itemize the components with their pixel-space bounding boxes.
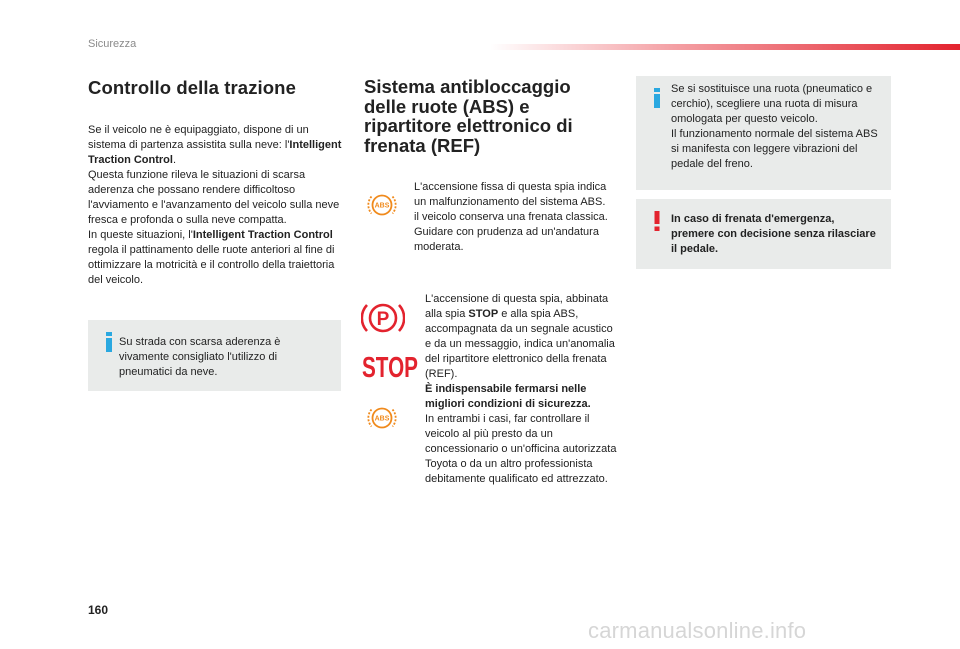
page-number: 160	[88, 603, 109, 617]
svg-text:ABS: ABS	[374, 202, 390, 210]
emergency-braking-warning-box	[636, 199, 891, 269]
watermark: carmanualsonline.info	[588, 618, 807, 643]
svg-text:P: P	[376, 309, 390, 330]
brake-warning-icon	[361, 298, 405, 338]
ref-fault-text: L'accensione di questa spia, abbinata alla spia STOP e alla spia ABS, accompagnata da un segnale acustico e da un messaggio, indica un'anomalia del ripartitore elettronico della frenata (REF). È indispensabile fermarsi nelle migliori condizioni di sicurezza. In entrambi i casi, far controllare il veicolo al più presto da un concessionario o un'officina autorizzata Toyota o da un altro professionista debitamente qualificato ed attrezzato.	[425, 293, 617, 485]
wheel-replacement-info-text: Se si sostituisce una ruota (pneumatico e cerchio), scegliere una ruota di misura omologata per questo veicolo. Il funzionamento normale del sistema ABS si manifesta con leggere vibrazioni del pedale del freno.	[671, 83, 878, 170]
section-label: Sicurezza	[88, 38, 137, 50]
warning-icon	[650, 211, 664, 231]
snow-tyres-info-text: Su strada con scarsa aderenza è vivamente consigliato l'utilizzo di pneumatici da neve.	[119, 336, 281, 378]
emergency-braking-warning-text: In caso di frenata d'emergenza, premere con decisione senza rilasciare il pedale.	[671, 213, 876, 255]
stop-keyword: STOP	[468, 308, 499, 320]
abs-fault-text: L'accensione fissa di questa spia indica un malfunzionamento del sistema ABS. il veicolo conserva una frenata classica. Guidare con prudenza ad un'andatura moderata.	[414, 181, 608, 253]
traction-brand: Intelligent Traction Control	[192, 229, 333, 241]
svg-text:STOP: STOP	[362, 352, 418, 382]
abs-title: Sistema antibloccaggio delle ruote (ABS) e ripartitore elettronico di frenata (REF)	[364, 76, 573, 156]
traction-brand: Intelligent Traction Control	[88, 139, 342, 166]
traction-title: Controllo della trazione	[88, 77, 296, 98]
header-accent-line	[490, 44, 960, 50]
abs-warning-icon	[367, 404, 397, 432]
info-icon	[650, 88, 664, 108]
abs-warning-icon	[367, 191, 397, 219]
svg-text:ABS: ABS	[374, 415, 390, 423]
snow-tyres-info-box	[88, 320, 341, 391]
stop-safely-instruction: È indispensabile fermarsi nelle migliori condizioni di sicurezza.	[425, 383, 591, 410]
info-icon	[102, 332, 116, 352]
wheel-replacement-info-box	[636, 76, 891, 190]
stop-warning-icon	[361, 350, 419, 382]
traction-text: Se il veicolo ne è equipaggiato, dispone di un sistema di partenza assistita sulla neve: l'Intelligent Traction Control. Questa funzione rileva le situazioni di scarsa aderenza che possano rendere difficoltoso l'avviamento e l'avanzamento del veicolo sulla neve fresca e profonda o sulla neve compatta. In queste situazioni, l'Intelligent Traction Control regola il pattinamento delle ruote anteriori al fine di ottimizzare la motricità e il controllo della traiettoria del veicolo.	[88, 124, 342, 286]
